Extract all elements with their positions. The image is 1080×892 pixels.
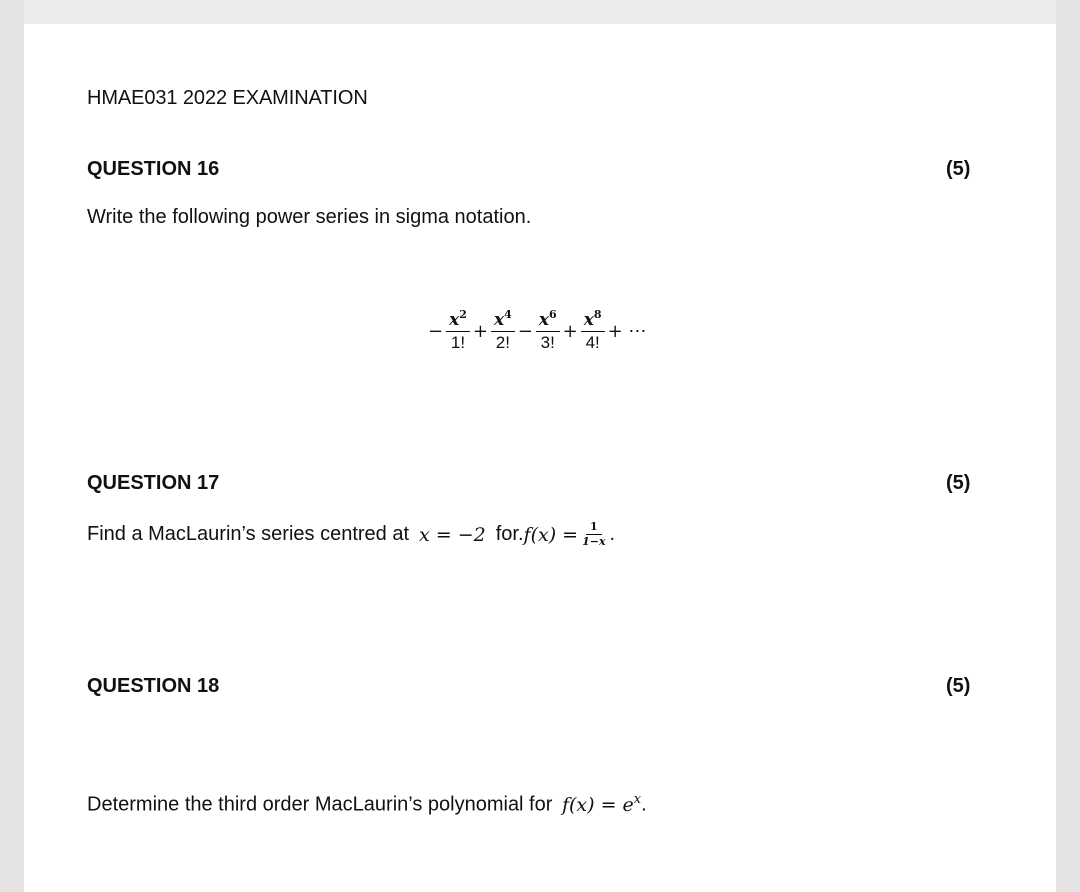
question-18-intro: Determine the third order MacLaurin’s polynomial for [87, 793, 553, 816]
previous-page-edge [24, 0, 1056, 24]
series-term-3: $\frac{x^6}{3!}$ [536, 311, 560, 352]
series-sign-3: − [517, 320, 533, 342]
question-17-intro: Find a MacLaurin’s series centred at [87, 523, 410, 545]
question-18-text [87, 792, 647, 817]
question-18-function: f(x) = e [561, 793, 634, 816]
series-sign-1: − [428, 320, 444, 342]
series-term-1: $\frac{x^2}{1!}$ [446, 311, 470, 352]
question-17-title: QUESTION 17 [87, 472, 220, 494]
question-17-function: f(x) = [523, 523, 579, 546]
question-18-period: . [641, 793, 647, 816]
question-16-title: QUESTION 16 [87, 158, 220, 180]
question-17-for: for. [495, 523, 524, 545]
question-17-period: . [609, 523, 616, 545]
series-sign-4: + [562, 320, 578, 342]
question-17-marks: (5) [946, 472, 971, 494]
series-term-4: $\frac{x^8}{4!}$ [581, 311, 605, 352]
question-17-fraction: $\frac{1}{1-x}$ [582, 520, 606, 548]
question-18-exponent: x [633, 792, 642, 807]
question-16-text: Write the following power series in sigma notation. [87, 206, 532, 228]
question-16-marks: (5) [946, 158, 971, 180]
series-tail: + ⋯ [607, 320, 647, 342]
series-sign-2: + [472, 320, 488, 342]
exam-header: HMAE031 2022 EXAMINATION [87, 87, 368, 109]
question-18-marks: (5) [946, 675, 971, 697]
question-18-title: QUESTION 18 [87, 675, 220, 697]
exam-page [24, 24, 1056, 892]
power-series-expression [427, 306, 647, 356]
question-17-text [87, 521, 615, 548]
question-17-centre: x = −2 [419, 523, 486, 546]
series-term-2: $\frac{x^4}{2!}$ [491, 311, 515, 352]
